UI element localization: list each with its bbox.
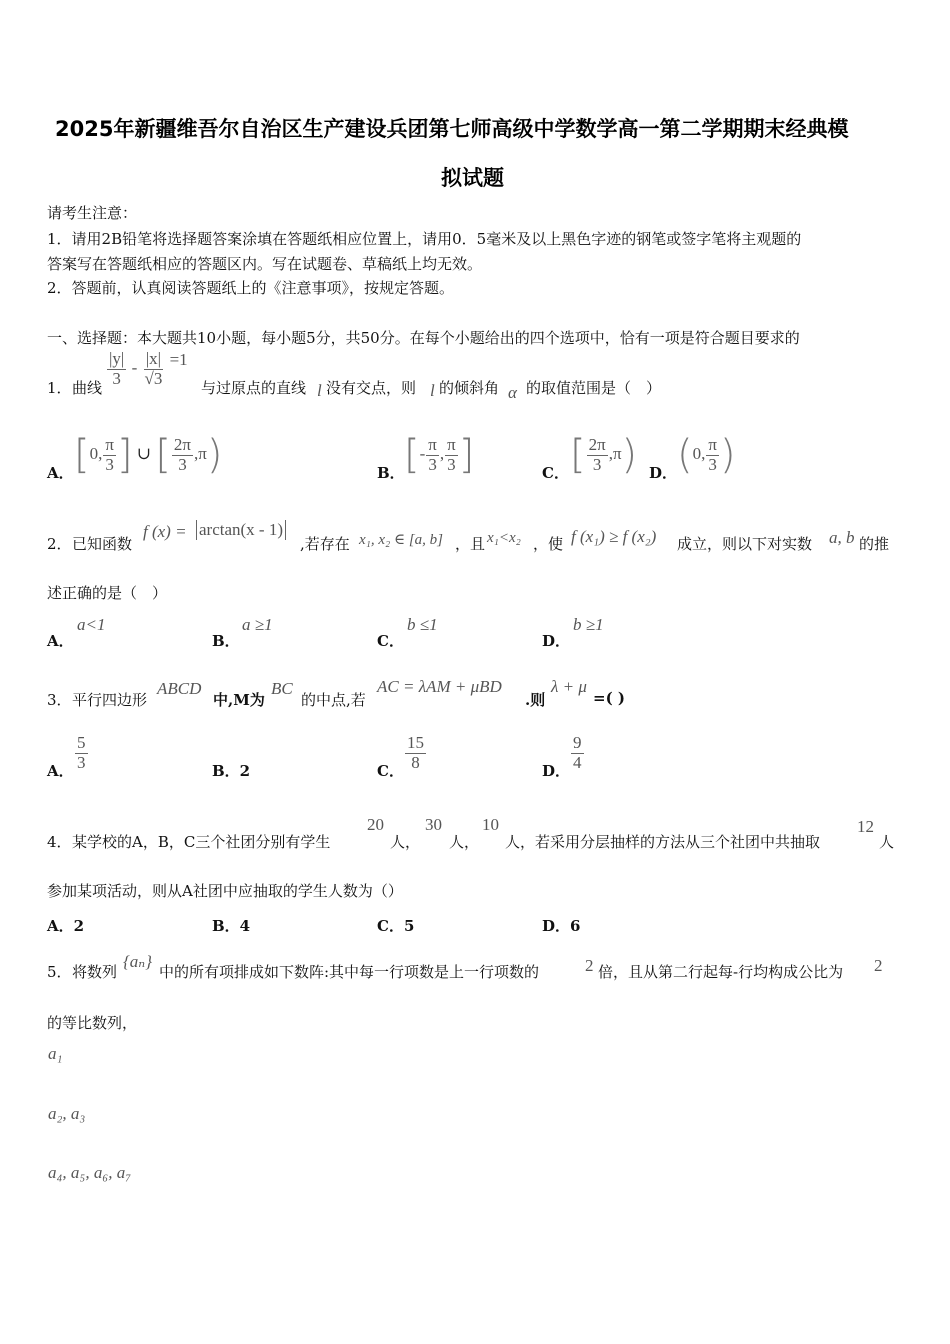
- q4-line-2: 参加某项活动，则从A社团中应抽取的学生人数为（）: [47, 882, 403, 900]
- q4-n2: 30: [425, 815, 442, 834]
- q2-option-a[interactable]: a<1: [77, 615, 106, 634]
- q3-lambda-mu: λ + μ: [551, 677, 587, 696]
- q1-d-zero: 0,: [692, 443, 706, 463]
- q1-d-3: 3: [708, 454, 717, 474]
- q2-function-f: f (x) =: [143, 522, 187, 541]
- q3-number: 3．: [47, 691, 72, 709]
- left-paren: (: [677, 432, 693, 478]
- q3-option-d[interactable]: [570, 734, 585, 772]
- q2-text-4: ，使: [533, 535, 564, 553]
- q1-c-pi: ,π: [608, 443, 622, 463]
- q5-number: 5．: [47, 963, 72, 981]
- left-bracket-2: [: [155, 432, 171, 478]
- q4-option-d[interactable]: D．6: [542, 917, 581, 935]
- right-paren: ): [621, 432, 638, 478]
- section-heading: 一、选择题：本大题共10小题，每小题5分，共50分。在每个小题给出的四个选项中，恰有一项是符合题目要求的: [47, 329, 800, 347]
- q2-option-b-label[interactable]: B．: [212, 632, 240, 650]
- q1-b-3-2: 3: [447, 454, 456, 474]
- q1-line-l-2: l: [430, 381, 435, 400]
- q1-b-pi: π: [428, 434, 437, 454]
- q3-text-3: 的中点,若: [301, 691, 366, 709]
- q3-a-den: 3: [77, 752, 86, 772]
- q2-text-6: 的推: [859, 535, 890, 553]
- q3-d-den: 4: [573, 752, 582, 772]
- q1-option-c[interactable]: [570, 432, 637, 478]
- q3-text-5: =( ): [593, 689, 625, 707]
- q1-eq-3: 3: [112, 368, 121, 388]
- q4-n3: 10: [482, 815, 499, 834]
- right-bracket: ]: [116, 432, 133, 478]
- q1-number: 1．: [47, 379, 72, 397]
- q5-two: 2: [585, 956, 594, 975]
- q5-row-1: a₁: [48, 1044, 63, 1063]
- q2-option-b[interactable]: a ≥1: [242, 615, 273, 634]
- q3-text-4: .则: [525, 691, 546, 709]
- q2-text-2: ,若存在: [300, 535, 350, 553]
- q2-text-1: 已知函数: [72, 535, 133, 553]
- q3-option-a-label[interactable]: A．: [47, 762, 74, 780]
- q1-option-a[interactable]: [74, 432, 222, 478]
- q1-option-c-label[interactable]: C．: [542, 464, 569, 482]
- right-paren: ): [206, 432, 223, 478]
- q4-text-2: 人，: [390, 833, 421, 851]
- q3-option-b[interactable]: B．2: [212, 762, 251, 780]
- q1-b-minus: -: [419, 443, 426, 463]
- q1-a-2pi: 2π: [173, 434, 192, 454]
- q2-option-d-label[interactable]: D．: [542, 632, 571, 650]
- q3-text-1: 平行四边形: [72, 691, 148, 709]
- q2-option-a-label[interactable]: A．: [47, 632, 74, 650]
- q3-option-a[interactable]: [74, 734, 89, 772]
- q1-eq-x: |x|: [145, 349, 162, 368]
- q5-row-3: a₄, a₅, a₆, a₇: [48, 1163, 132, 1182]
- q4-text-1: 某学校的A，B，C三个社团分别有学生: [72, 833, 331, 851]
- q1-a-pi2: ,π: [194, 443, 207, 463]
- q4-option-b[interactable]: B．4: [212, 917, 251, 935]
- q3-d-num: 9: [573, 733, 582, 752]
- q1-eq-rhs: =1: [169, 350, 188, 369]
- q3-option-c[interactable]: [404, 734, 427, 772]
- q1-b-pi2: π: [447, 434, 456, 454]
- q4-n4: 12: [857, 817, 874, 836]
- q2-cond-3: f (x₁) ≥ f (x₂): [571, 527, 657, 546]
- q4-text-3: 人，: [449, 833, 480, 851]
- q2-cond-1: x₁, x₂ ∈ [a, b]: [359, 532, 444, 548]
- q2-arctan-expr: arctan(x - 1): [196, 520, 286, 540]
- right-paren: ): [719, 432, 736, 478]
- q2-arctan: [196, 520, 286, 540]
- q1-text-1: 曲线: [72, 379, 103, 397]
- q3-option-c-label[interactable]: C．: [377, 762, 404, 780]
- q3-c-den: 8: [411, 752, 420, 772]
- q4-option-c[interactable]: C．5: [377, 917, 415, 935]
- left-bracket: [: [74, 432, 90, 478]
- q1-eq-y: |y|: [109, 349, 125, 368]
- q1-option-b-label[interactable]: B．: [377, 464, 405, 482]
- page-title-line1: 2025年新疆维吾尔自治区生产建设兵团第七师高级中学数学高一第二学期期末经典模: [55, 117, 849, 141]
- q1-b-3: 3: [428, 454, 437, 474]
- q3-option-d-label[interactable]: D．: [542, 762, 571, 780]
- q1-option-d-label[interactable]: D．: [649, 464, 678, 482]
- q1-eq-minus: -: [131, 358, 138, 378]
- q5-text-2: 中的所有项排成如下数阵:其中每一行项数是上一行项数的: [159, 963, 540, 981]
- q3-a-num: 5: [77, 733, 86, 752]
- q2-number: 2．: [47, 535, 72, 553]
- q2-cond-2: x₁<x₂: [487, 530, 521, 546]
- q4-text-5: 人: [879, 833, 895, 851]
- q5-two-2: 2: [874, 956, 883, 975]
- q3-bc: BC: [271, 679, 293, 698]
- q4-text-4: 人，若采用分层抽样的方法从三个社团中共抽取: [505, 833, 821, 851]
- page-title-line2: 拟试题: [441, 166, 504, 190]
- q3-c-num: 15: [407, 733, 424, 752]
- left-bracket: [: [404, 432, 420, 478]
- q2-option-d[interactable]: b ≥1: [573, 615, 604, 634]
- q1-c-3: 3: [592, 454, 602, 474]
- q1-option-d[interactable]: [677, 432, 736, 478]
- notice-item1-line2: 答案写在答题纸相应的答题区内。写在试题卷、草稿纸上均无效。: [47, 255, 483, 273]
- q5-line-2: 的等比数列，: [47, 1014, 138, 1032]
- q1-c-2pi: 2π: [588, 434, 606, 454]
- q1-eq-sqrt3: √3: [144, 368, 163, 388]
- q1-text-4: 的倾斜角: [439, 379, 500, 397]
- q1-a-pi: π: [105, 434, 114, 454]
- q1-curve-equation: [106, 350, 188, 388]
- q1-option-b[interactable]: [- $\frac{\pi}{3}$ , $\frac{\pi}{3}$ ]: [404, 432, 475, 478]
- left-bracket: [: [570, 432, 586, 478]
- q1-d-pi: π: [708, 434, 717, 454]
- q1-a-3-2: 3: [178, 454, 187, 474]
- q1-option-a-label[interactable]: A．: [47, 464, 74, 482]
- q3-vector-eq: AC = λAM + μBD: [377, 677, 502, 696]
- right-bracket: ]: [458, 432, 475, 478]
- q2-text-5: 成立，则以下对实数: [677, 535, 813, 553]
- q2-ab: a, b: [829, 528, 855, 547]
- q1-text-5: 的取值范围是（ ）: [526, 379, 662, 397]
- notice-heading: 请考生注意：: [47, 204, 138, 222]
- q5-text-1: 将数列: [72, 963, 118, 981]
- q2-line-2: 述正确的是（ ）: [47, 584, 168, 602]
- q3-text-2: 中,M为: [213, 691, 265, 709]
- q1-text-2: 与过原点的直线: [201, 379, 307, 397]
- q1-line-l: l: [317, 381, 322, 400]
- q5-row-2: a₂, a₃: [48, 1104, 86, 1123]
- q4-number: 4．: [47, 833, 72, 851]
- q5-text-3: 倍，且从第二行起每-行均构成公比为: [598, 963, 844, 981]
- q1-alpha: α: [508, 383, 517, 402]
- q1-text-3: 没有交点，则: [326, 379, 417, 397]
- q2-text-3: ，且: [455, 535, 486, 553]
- q3-abcd: ABCD: [157, 679, 202, 698]
- notice-item2: 2．答题前，认真阅读答题纸上的《注意事项》，按规定答题。: [47, 279, 455, 297]
- notice-item1-line1: 1．请用2B铅笔将选择题答案涂填在答题纸相应位置上，请用0．5毫米及以上黑色字迹的钢笔或签字笔将主观题的: [47, 230, 802, 248]
- q2-option-c[interactable]: b ≤1: [407, 615, 438, 634]
- q1-a-union: ∪: [136, 443, 152, 463]
- q4-option-a[interactable]: A．2: [47, 917, 85, 935]
- q1-a-zero: 0,: [89, 443, 103, 463]
- q2-option-c-label[interactable]: C．: [377, 632, 404, 650]
- q5-sequence: {aₙ}: [123, 952, 152, 971]
- q4-n1: 20: [367, 815, 384, 834]
- q1-a-3: 3: [105, 454, 114, 474]
